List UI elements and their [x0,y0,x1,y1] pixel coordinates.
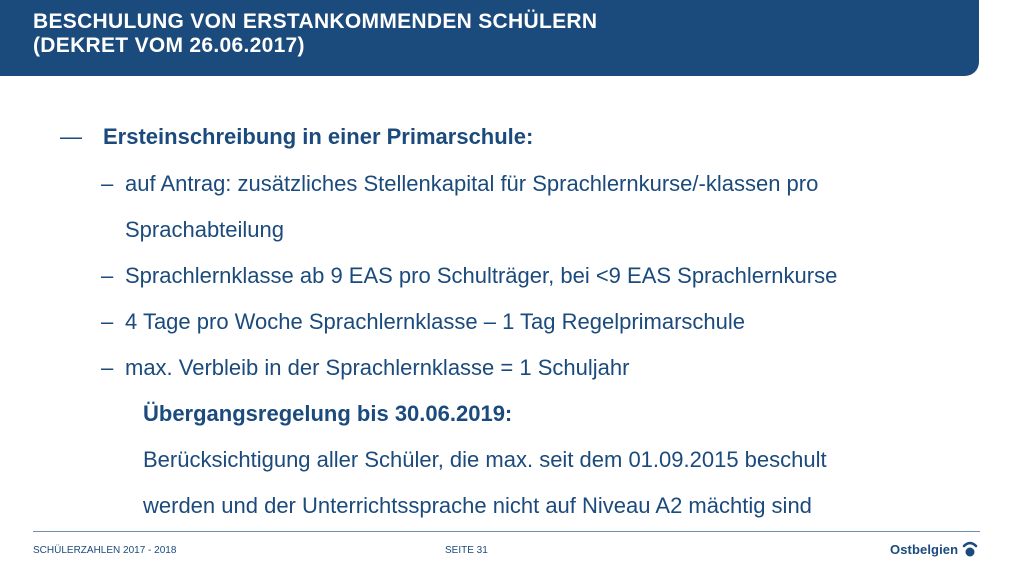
section-heading: Ersteinschreibung in einer Primarschule: [103,124,534,149]
ostbelgien-logo [890,537,979,561]
list-bullet: – [101,309,114,334]
list-item: max. Verbleib in der Sprachlernklasse = 1 Schuljahr [125,355,630,380]
list-item-continuation: Sprachabteilung [125,217,285,242]
heading-dash: — [60,124,82,149]
list-bullet: – [101,263,114,288]
list-item: Sprachlernklasse ab 9 EAS pro Schulträger, bei <9 EAS Sprachlernkurse [125,263,838,288]
list-item: auf Antrag: zusätzliches Stellenkapital für Sprachlernkurse/-klassen pro [125,171,819,196]
footer-divider [33,531,980,532]
page-number: SEITE 31 [445,545,488,556]
logo-mark-icon [961,540,979,558]
transition-text-line-2: werden und der Unterrichtssprache nicht auf Niveau A2 mächtig sind [143,493,812,518]
slide-title-line-2: (DEKRET VOM 26.06.2017) [33,34,305,57]
list-item: 4 Tage pro Woche Sprachlernklasse – 1 Tag Regelprimarschule [125,309,746,334]
footer-title: SCHÜLERZAHLEN 2017 - 2018 [33,545,177,556]
transition-text-line-1: Berücksichtigung aller Schüler, die max. seit dem 01.09.2015 beschult [143,447,827,472]
slide-title-line-1: BESCHULUNG VON ERSTANKOMMENDEN SCHÜLERN [33,10,598,33]
transition-heading: Übergangsregelung bis 30.06.2019: [143,401,513,426]
logo-wordmark: Ostbelgien [890,541,959,557]
list-bullet: – [101,355,114,380]
list-bullet: – [101,171,114,196]
